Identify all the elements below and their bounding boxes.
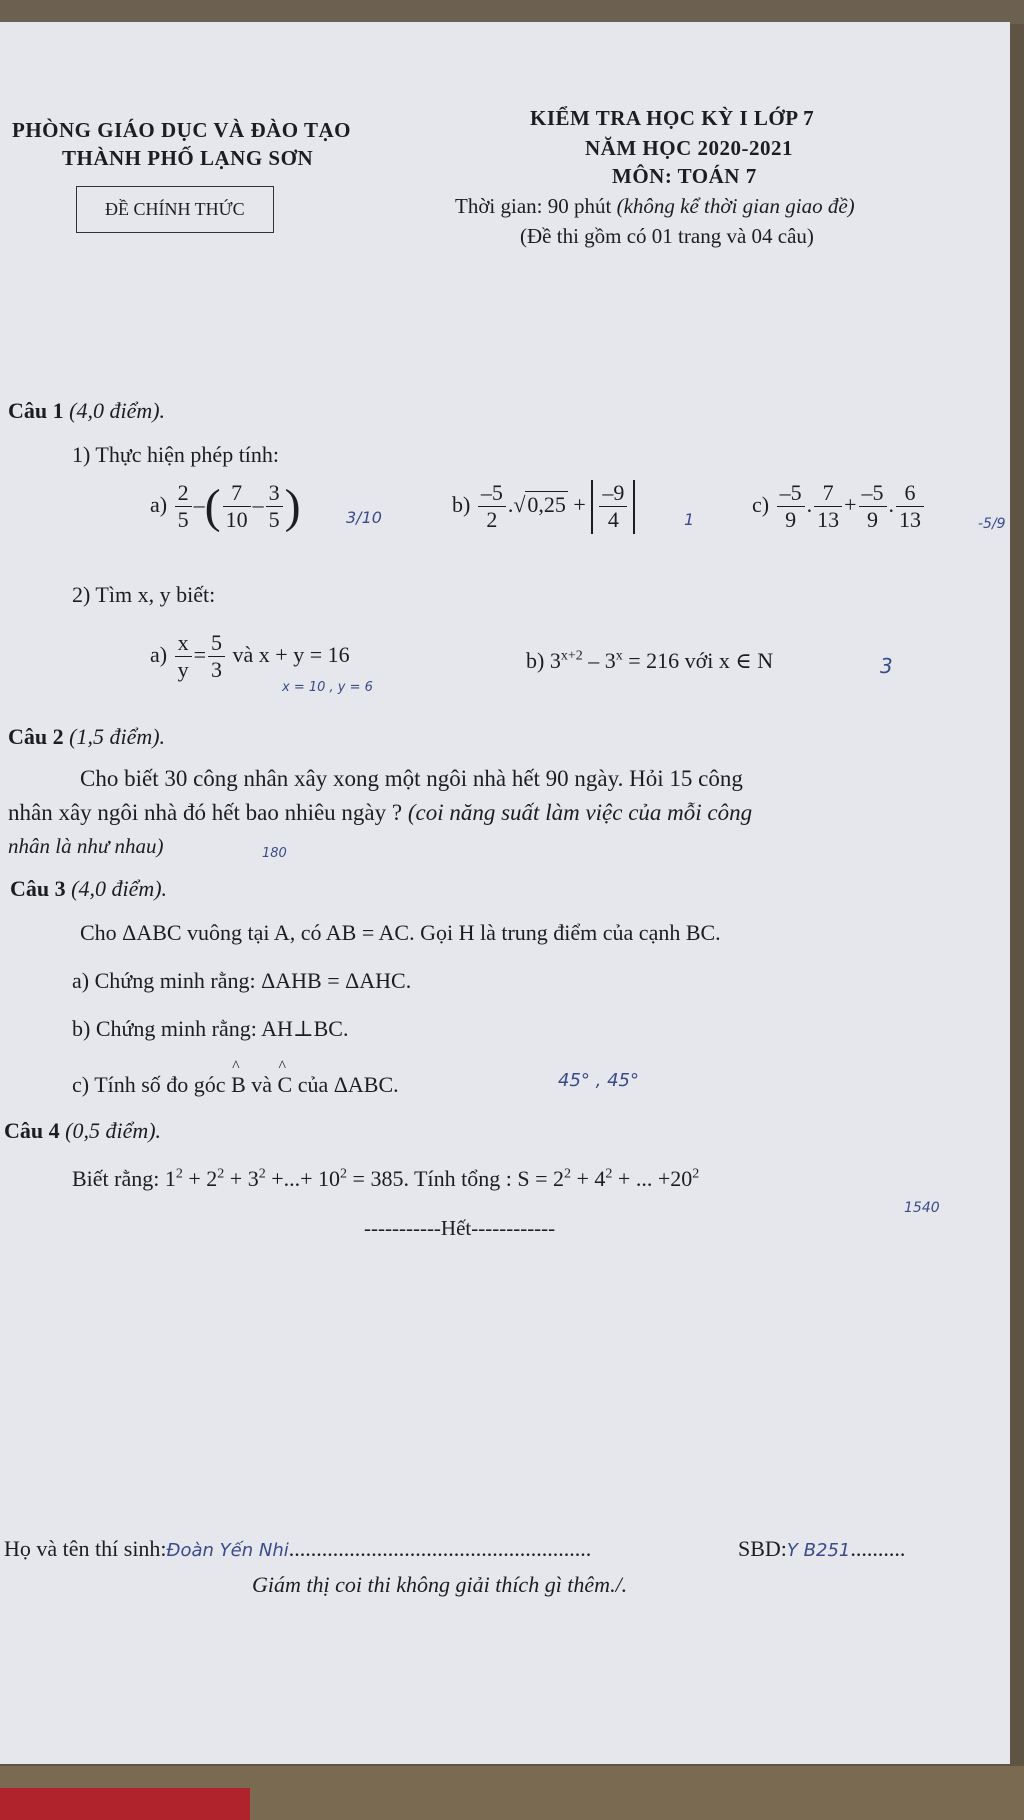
school-year: NĂM HỌC 2020-2021 bbox=[585, 136, 793, 160]
q1-expr-c: c) $\frac{-5}{9}$ . $\frac{7}{13}$ + $\frac{-5}{9}$ . $\frac{6}{13}$ bbox=[752, 480, 926, 534]
q1-2b-label: b) bbox=[526, 648, 545, 673]
q4-text-mid: = 385. Tính tổng : S = bbox=[352, 1166, 548, 1191]
sbd-label: SBD: bbox=[738, 1536, 787, 1561]
q1-expr-a: a) $\frac{2}{5}$ –( $\frac{7}{10}$ – $\frac{3}{5}$ ) bbox=[150, 479, 301, 533]
q1-points: (4,0 điểm). bbox=[69, 398, 166, 423]
q1-a-handwritten: 3/10 bbox=[346, 508, 382, 527]
q1-expr-b: b) $\frac{-5}{2}$ .√0,25 + $\frac{-9}{4}$ bbox=[452, 480, 635, 534]
q2-line-2a: nhân xây ngôi nhà đó hết bao nhiêu ngày ? bbox=[8, 800, 403, 825]
footer-note: Giám thị coi thi không giải thích gì thêm./. bbox=[252, 1572, 628, 1597]
background-top bbox=[0, 0, 1024, 24]
red-object bbox=[0, 1788, 250, 1820]
q1-expr-2a: a) $\frac{x}{y}$ = $\frac{5}{3}$ và x + y = 16 bbox=[150, 630, 350, 683]
q1-a-label: a) bbox=[150, 491, 168, 517]
q2-line-2 bbox=[8, 800, 752, 826]
q4-heading bbox=[4, 1118, 161, 1144]
q2-line-3: nhân là như nhau) bbox=[8, 834, 164, 858]
sbd-line: SBD:Y B251.......... bbox=[738, 1536, 906, 1561]
official-label: ĐỀ CHÍNH THỨC bbox=[76, 186, 274, 233]
time-prefix: Thời gian: 90 phút bbox=[455, 194, 612, 218]
q3-points: (4,0 điểm). bbox=[71, 876, 168, 901]
q3-handwritten: 45° , 45° bbox=[558, 1070, 639, 1091]
q1-2b-handwritten: 3 bbox=[880, 654, 893, 678]
q1-c-handwritten: -5/9 bbox=[978, 516, 1006, 532]
q1-expr-2b: b) $3^{x+2} - 3^x = 216$ với x ∈ N bbox=[526, 648, 774, 673]
q4-points: (0,5 điểm). bbox=[65, 1118, 162, 1143]
candidate-name-label: Họ và tên thí sinh: bbox=[4, 1536, 167, 1561]
q3-title: Câu 3 bbox=[10, 876, 66, 901]
q3-part-b: b) Chứng minh rằng: AH⊥BC. bbox=[72, 1016, 349, 1041]
time-line bbox=[455, 194, 855, 219]
exam-title: KIỂM TRA HỌC KỲ I LỚP 7 bbox=[530, 106, 815, 130]
subject: MÔN: TOÁN 7 bbox=[612, 164, 757, 188]
q2-line-2b: (coi năng suất làm việc của mỗi công bbox=[407, 800, 753, 825]
q1-c-label: c) bbox=[752, 491, 770, 517]
q3-part-c: c) Tính số đo góc B ^ và C ^ của ΔABC. bbox=[72, 1058, 399, 1097]
q4-title: Câu 4 bbox=[4, 1118, 60, 1143]
q1-2a-label: a) bbox=[150, 641, 168, 667]
q1-heading bbox=[8, 398, 165, 424]
pages-note: (Đề thi gồm có 01 trang và 04 câu) bbox=[520, 224, 814, 248]
q1-2a-text: và x + y = 16 bbox=[232, 641, 350, 667]
q1-title: Câu 1 bbox=[8, 398, 64, 423]
q2-handwritten: 180 bbox=[262, 846, 287, 861]
q1-part1: 1) Thực hiện phép tính: bbox=[72, 442, 280, 467]
sbd-handwritten: Y B251 bbox=[786, 1540, 851, 1561]
q2-heading bbox=[8, 724, 165, 750]
q3-c-pre: c) Tính số đo góc bbox=[72, 1072, 226, 1097]
q1-b-label: b) bbox=[452, 491, 471, 517]
q3-part-a: a) Chứng minh rằng: ΔAHB = ΔAHC. bbox=[72, 968, 412, 993]
time-note: (không kể thời gian giao đề) bbox=[616, 194, 855, 218]
q1-2a-handwritten: x = 10 , y = 6 bbox=[282, 680, 373, 695]
q1-b-handwritten: 1 bbox=[684, 510, 695, 529]
q4-text: Biết rằng: $1^2 + 2^2 + 3^2$ +...+ $10^2 = 385$. Tính tổng : $S = 2^2 + 4^2$ + ... $+20^2$ bbox=[72, 1166, 700, 1191]
candidate-name-line: Họ và tên thí sinh:Đoàn Yến Nhi....................................................... bbox=[4, 1536, 592, 1561]
q3-c-post: của ΔABC. bbox=[297, 1072, 399, 1097]
q2-line-1: Cho biết 30 công nhân xây xong một ngôi nhà hết 90 ngày. Hỏi 15 công bbox=[80, 766, 743, 791]
dept-line-1: PHÒNG GIÁO DỤC VÀ ĐÀO TẠO bbox=[12, 118, 351, 142]
q3-c-mid: và bbox=[251, 1072, 273, 1097]
q3-heading bbox=[10, 876, 167, 902]
dept-line-2: THÀNH PHỐ LẠNG SƠN bbox=[62, 146, 314, 170]
q4-text-pre: Biết rằng: bbox=[72, 1166, 160, 1191]
q4-handwritten: 1540 bbox=[904, 1200, 940, 1216]
q2-points: (1,5 điểm). bbox=[69, 724, 166, 749]
end-mark: -----------Hết------------ bbox=[364, 1216, 556, 1240]
q3-intro: Cho ΔABC vuông tại A, có AB = AC. Gọi H là trung điểm của cạnh BC. bbox=[80, 920, 721, 945]
q2-title: Câu 2 bbox=[8, 724, 64, 749]
q1-part2: 2) Tìm x, y biết: bbox=[72, 582, 216, 607]
candidate-name-handwritten: Đoàn Yến Nhi bbox=[166, 1540, 289, 1561]
q1-2b-text: với x ∈ N bbox=[684, 648, 774, 673]
